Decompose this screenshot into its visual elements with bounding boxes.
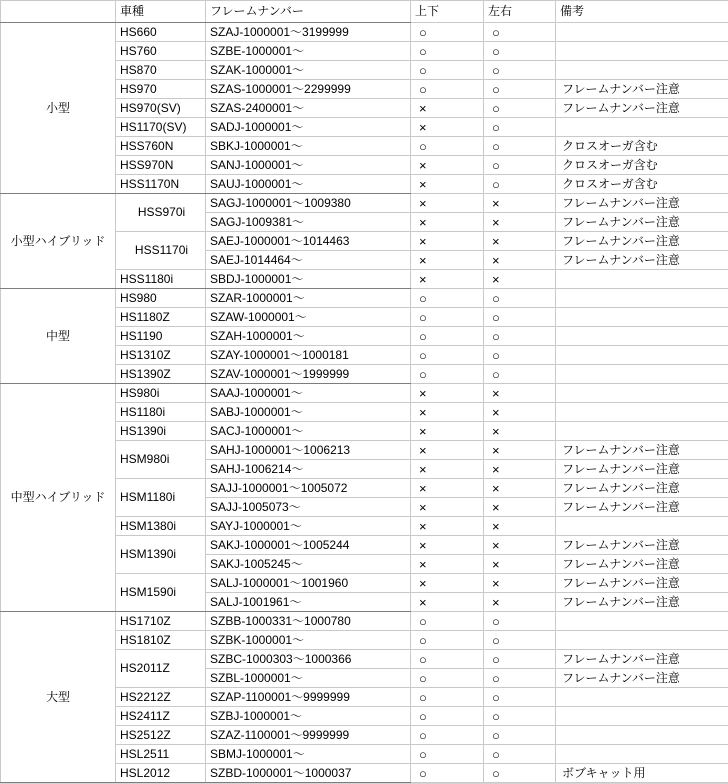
leftright-mark-cell: × [484,232,556,251]
remark-cell [556,403,728,422]
leftright-mark-cell: × [484,555,556,574]
model-cell: HS2212Z [116,688,206,707]
leftright-mark-cell: ○ [484,764,556,783]
leftright-mark-cell: ○ [484,137,556,156]
remark-cell [556,327,728,346]
leftright-mark-cell: ○ [484,23,556,42]
remark-cell [556,422,728,441]
leftright-mark-cell: × [484,574,556,593]
remark-cell: ボブキャット用 [556,764,728,783]
frame-number-cell: SZAZ-1100001～9999999 [206,726,411,745]
group-cell: 大型 [1,612,116,783]
table-body [1,23,728,783]
updown-mark-cell: ○ [411,631,484,650]
frame-number-cell: SZBL-1000001～ [206,669,411,688]
remark-cell: クロスオーガ含む [556,175,728,194]
updown-mark-cell: × [411,460,484,479]
frame-number-cell: SZAV-1000001～1999999 [206,365,411,384]
leftright-mark-cell: ○ [484,707,556,726]
table-row [1,23,728,42]
frame-number-cell: SAAJ-1000001～ [206,384,411,403]
remark-cell [556,308,728,327]
remark-cell: フレームナンバー注意 [556,479,728,498]
leftright-column-header: 左右 [484,1,556,23]
leftright-mark-cell: × [484,479,556,498]
updown-mark-cell: ○ [411,327,484,346]
table-row [1,384,728,403]
frame-number-cell: SZBE-1000001～ [206,42,411,61]
model-cell: HSL2012 [116,764,206,783]
frame-number-cell: SADJ-1000001～ [206,118,411,137]
model-cell: HS1180i [116,403,206,422]
model-cell: HS1810Z [116,631,206,650]
frame-number-cell: SACJ-1000001～ [206,422,411,441]
model-cell: HSM1390i [116,536,206,574]
remark-cell [556,61,728,80]
header-row [1,1,728,23]
updown-mark-cell: × [411,498,484,517]
leftright-mark-cell: ○ [484,308,556,327]
frame-number-cell: SAGJ-1000001～1009380 [206,194,411,213]
updown-mark-cell: × [411,479,484,498]
remark-cell: クロスオーガ含む [556,137,728,156]
updown-mark-cell: × [411,384,484,403]
frame-number-cell: SAHJ-1000001～1006213 [206,441,411,460]
remark-cell: クロスオーガ含む [556,156,728,175]
leftright-mark-cell: ○ [484,61,556,80]
leftright-mark-cell: ○ [484,631,556,650]
updown-mark-cell: ○ [411,61,484,80]
leftright-mark-cell: × [484,498,556,517]
updown-mark-cell: × [411,213,484,232]
corner-header-cell [1,1,116,23]
updown-mark-cell: × [411,118,484,137]
group-cell: 中型 [1,289,116,384]
remark-cell [556,289,728,308]
frame-number-cell: SBKJ-1000001～ [206,137,411,156]
frame-number-cell: SZAS-1000001～2299999 [206,80,411,99]
table-row [1,289,728,308]
updown-mark-cell: ○ [411,137,484,156]
updown-mark-cell: ○ [411,745,484,764]
leftright-mark-cell: × [484,422,556,441]
frame-number-cell: SZAJ-1000001～3199999 [206,23,411,42]
remark-cell [556,384,728,403]
leftright-mark-cell: ○ [484,726,556,745]
frame-number-cell: SALJ-1000001～1001960 [206,574,411,593]
remark-cell [556,745,728,764]
remark-cell: フレームナンバー注意 [556,536,728,555]
model-cell: HS1170(SV) [116,118,206,137]
updown-mark-cell: ○ [411,764,484,783]
frame-number-cell: SZAH-1000001～ [206,327,411,346]
updown-mark-cell: ○ [411,726,484,745]
model-cell: HS970(SV) [116,99,206,118]
model-cell: HS1180Z [116,308,206,327]
model-cell: HS2512Z [116,726,206,745]
model-cell: HS1390i [116,422,206,441]
remark-cell: フレームナンバー注意 [556,460,728,479]
model-cell: HS1310Z [116,346,206,365]
model-cell: HSS760N [116,137,206,156]
updown-mark-cell: ○ [411,42,484,61]
model-cell: HS2011Z [116,650,206,688]
updown-mark-cell: ○ [411,707,484,726]
remark-cell: フレームナンバー注意 [556,498,728,517]
group-cell: 小型ハイブリッド [1,194,116,289]
updown-mark-cell: × [411,441,484,460]
leftright-mark-cell: × [484,194,556,213]
model-cell: HSS1180i [116,270,206,289]
frame-number-cell: SZAP-1100001～9999999 [206,688,411,707]
updown-mark-cell: × [411,99,484,118]
leftright-mark-cell: ○ [484,669,556,688]
frame-number-cell: SAKJ-1000001～1005244 [206,536,411,555]
remark-cell [556,42,728,61]
remark-cell [556,270,728,289]
frame-number-cell: SABJ-1000001～ [206,403,411,422]
frame-number-cell: SZBB-1000331～1000780 [206,612,411,631]
updown-mark-cell: × [411,251,484,270]
updown-mark-cell: × [411,175,484,194]
remark-cell [556,118,728,137]
remark-cell: フレームナンバー注意 [556,99,728,118]
frame-number-cell: SANJ-1000001～ [206,156,411,175]
remark-cell [556,631,728,650]
updown-mark-cell: × [411,593,484,612]
leftright-mark-cell: ○ [484,175,556,194]
leftright-mark-cell: ○ [484,99,556,118]
remark-column-header: 備考 [556,1,728,23]
model-cell: HS980i [116,384,206,403]
updown-mark-cell: ○ [411,688,484,707]
leftright-mark-cell: × [484,384,556,403]
frame-number-cell: SZAK-1000001～ [206,61,411,80]
remark-cell: フレームナンバー注意 [556,669,728,688]
updown-mark-cell: ○ [411,289,484,308]
leftright-mark-cell: × [484,403,556,422]
model-cell: HS970 [116,80,206,99]
table-row [1,194,728,213]
frame-number-cell: SZAY-1000001～1000181 [206,346,411,365]
model-cell: HSS970N [116,156,206,175]
frame-number-cell: SZAW-1000001～ [206,308,411,327]
table-row [1,612,728,631]
remark-cell [556,23,728,42]
remark-cell: フレームナンバー注意 [556,80,728,99]
model-cell: HSS970i [116,194,206,232]
leftright-mark-cell: ○ [484,327,556,346]
model-cell: HSS1170i [116,232,206,270]
model-cell: HS1190 [116,327,206,346]
leftright-mark-cell: × [484,441,556,460]
model-cell: HS760 [116,42,206,61]
frame-number-cell: SAUJ-1000001～ [206,175,411,194]
frame-number-cell: SALJ-1001961～ [206,593,411,612]
updown-mark-cell: ○ [411,612,484,631]
remark-cell: フレームナンバー注意 [556,441,728,460]
updown-mark-cell: × [411,574,484,593]
leftright-mark-cell: × [484,270,556,289]
frame-number-cell: SZBJ-1000001～ [206,707,411,726]
remark-cell: フレームナンバー注意 [556,213,728,232]
frame-number-cell: SAJJ-1000001～1005072 [206,479,411,498]
frame-number-cell: SBMJ-1000001～ [206,745,411,764]
updown-mark-cell: ○ [411,80,484,99]
frame-number-cell: SAHJ-1006214～ [206,460,411,479]
frame-number-cell: SAEJ-1000001～1014463 [206,232,411,251]
updown-mark-cell: × [411,422,484,441]
updown-mark-cell: ○ [411,650,484,669]
frame-number-cell: SZAR-1000001～ [206,289,411,308]
remark-cell: フレームナンバー注意 [556,650,728,669]
frame-number-column-header: フレームナンバー [206,1,411,23]
updown-mark-cell: ○ [411,308,484,327]
leftright-mark-cell: ○ [484,365,556,384]
leftright-mark-cell: × [484,517,556,536]
remark-cell [556,707,728,726]
remark-cell: フレームナンバー注意 [556,574,728,593]
frame-number-cell: SAEJ-1014464～ [206,251,411,270]
model-cell: HS1390Z [116,365,206,384]
leftright-mark-cell: × [484,213,556,232]
leftright-mark-cell: ○ [484,118,556,137]
updown-mark-cell: ○ [411,346,484,365]
updown-column-header: 上下 [411,1,484,23]
model-cell: HSL2511 [116,745,206,764]
updown-mark-cell: × [411,403,484,422]
leftright-mark-cell: ○ [484,346,556,365]
leftright-mark-cell: × [484,536,556,555]
remark-cell: フレームナンバー注意 [556,555,728,574]
leftright-mark-cell: ○ [484,80,556,99]
model-cell: HSS1170N [116,175,206,194]
group-cell: 中型ハイブリッド [1,384,116,612]
remark-cell: フレームナンバー注意 [556,194,728,213]
model-cell: HS1710Z [116,612,206,631]
remark-cell [556,365,728,384]
updown-mark-cell: × [411,232,484,251]
frame-number-cell: SZBD-1000001～1000037 [206,764,411,783]
model-cell: HS660 [116,23,206,42]
updown-mark-cell: ○ [411,669,484,688]
remark-cell [556,688,728,707]
updown-mark-cell: × [411,536,484,555]
remark-cell [556,517,728,536]
leftright-mark-cell: ○ [484,42,556,61]
frame-number-cell: SAGJ-1009381～ [206,213,411,232]
updown-mark-cell: × [411,270,484,289]
updown-mark-cell: ○ [411,23,484,42]
model-cell: HS2411Z [116,707,206,726]
updown-mark-cell: × [411,156,484,175]
frame-number-cell: SZBC-1000303～1000366 [206,650,411,669]
frame-number-cell: SAYJ-1000001～ [206,517,411,536]
model-cell: HSM1590i [116,574,206,612]
leftright-mark-cell: ○ [484,745,556,764]
updown-mark-cell: × [411,194,484,213]
group-cell: 小型 [1,23,116,194]
remark-cell [556,346,728,365]
leftright-mark-cell: × [484,593,556,612]
frame-number-cell: SZBK-1000001～ [206,631,411,650]
updown-mark-cell: × [411,517,484,536]
frame-number-cell: SBDJ-1000001～ [206,270,411,289]
leftright-mark-cell: ○ [484,688,556,707]
remark-cell [556,612,728,631]
frame-number-cell: SAJJ-1005073～ [206,498,411,517]
frame-number-cell: SZAS-2400001～ [206,99,411,118]
leftright-mark-cell: ○ [484,612,556,631]
model-cell: HSM1180i [116,479,206,517]
updown-mark-cell: × [411,555,484,574]
model-cell: HS870 [116,61,206,80]
model-cell: HSM1380i [116,517,206,536]
remark-cell: フレームナンバー注意 [556,232,728,251]
remark-cell: フレームナンバー注意 [556,593,728,612]
model-column-header: 車種 [116,1,206,23]
leftright-mark-cell: × [484,251,556,270]
leftright-mark-cell: ○ [484,289,556,308]
updown-mark-cell: ○ [411,365,484,384]
leftright-mark-cell: × [484,460,556,479]
leftright-mark-cell: ○ [484,156,556,175]
remark-cell: フレームナンバー注意 [556,251,728,270]
leftright-mark-cell: ○ [484,650,556,669]
model-cell: HSM980i [116,441,206,479]
model-cell: HS980 [116,289,206,308]
frame-number-cell: SAKJ-1005245～ [206,555,411,574]
